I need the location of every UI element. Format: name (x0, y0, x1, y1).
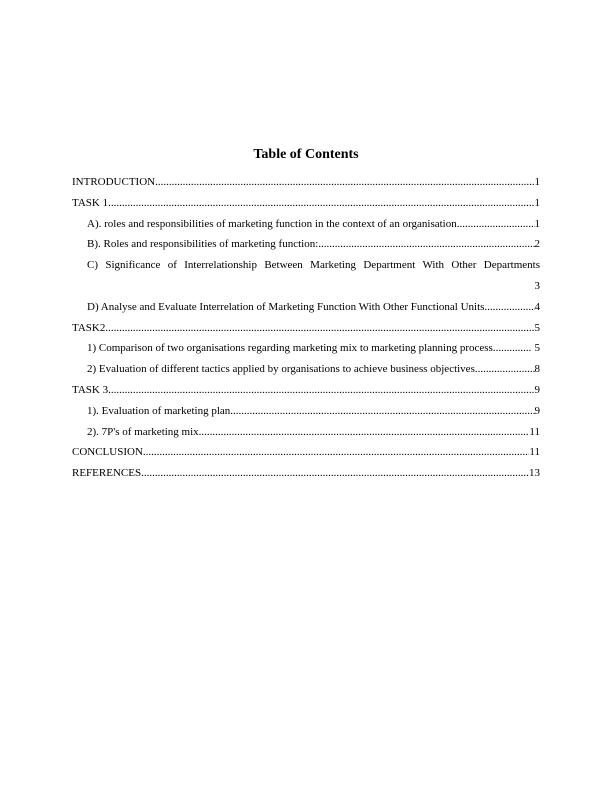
toc-entry-page: 5 (534, 342, 540, 355)
toc-entry-text: C) Significance of Interrelationship Between Marketing Department With Other Departments (87, 259, 540, 272)
toc-leader-dots (199, 425, 530, 439)
toc-entry-task-2-1[interactable] (72, 341, 540, 362)
toc-entry-task-1-a[interactable] (72, 217, 540, 238)
toc-leader-dots (105, 321, 534, 335)
toc-entry-page: 11 (529, 446, 540, 459)
toc-entry-text: 1) Comparison of two organisations regarding marketing mix to marketing planning process. (87, 342, 496, 355)
toc-entry-page: 3 (534, 279, 540, 292)
toc-leader-dots (143, 445, 530, 459)
toc-leader-dots (108, 383, 534, 397)
toc-leader-dots (484, 300, 534, 314)
toc-title: Table of Contents (253, 147, 359, 162)
toc-entry-page: 5 (534, 321, 540, 334)
toc-entry-page: 13 (529, 467, 540, 480)
toc-leader-dots (457, 217, 535, 231)
toc-entry-text: D) Analyse and Evaluate Interrelation of Marketing Function With Other Functional Units (87, 300, 485, 313)
toc-entry-page: 9 (534, 404, 540, 417)
toc-entry-text: TASK 3 (72, 383, 109, 396)
toc-entry-task-1-b[interactable] (72, 237, 540, 258)
toc-entry-text: 2). 7P's of marketing mix (87, 425, 199, 438)
toc-entry-task-3-1[interactable] (72, 404, 540, 425)
toc-leader-dots (318, 237, 534, 251)
toc-entry-text: REFERENCES (72, 467, 142, 480)
toc-leader-dots (230, 404, 534, 418)
toc-entry-page: 8 (534, 363, 540, 376)
toc-leader-dots (108, 196, 534, 210)
toc-entry-task-3[interactable] (72, 383, 540, 404)
toc-entry-text: 2) Evaluation of different tactics applied by organisations to achieve business objectives (87, 363, 475, 376)
toc-entry-text: CONCLUSION (72, 446, 143, 459)
toc-leader-dots (141, 466, 529, 480)
toc-entry-page: 9 (534, 383, 540, 396)
toc-entry-page: 2 (534, 238, 540, 251)
toc-entry-page: 4 (534, 300, 540, 313)
toc-entry-task-1-c[interactable] (72, 258, 540, 300)
table-of-contents (72, 175, 540, 487)
toc-leader-dots (475, 362, 535, 376)
toc-entry-references[interactable] (72, 466, 540, 487)
toc-leader-dots (155, 175, 534, 189)
toc-entry-text: A). roles and responsibilities of marketing function in the context of an organisation (87, 217, 457, 230)
toc-entry-task-2-2[interactable] (72, 362, 540, 383)
toc-entry-continuation (87, 279, 540, 300)
toc-entry-introduction[interactable] (72, 175, 540, 196)
toc-entry-text: TASK 1 (72, 196, 109, 209)
toc-entry-text: TASK2 (72, 321, 106, 334)
toc-entry-text: INTRODUCTION (72, 176, 156, 188)
toc-entry-page: 1 (534, 176, 540, 188)
toc-entry-page: 1 (534, 196, 540, 209)
toc-entry-task-1[interactable] (72, 196, 540, 217)
toc-entry-task-2[interactable] (72, 321, 540, 342)
toc-entry-text: 1). Evaluation of marketing plan (87, 404, 231, 417)
toc-entry-task-1-d[interactable] (72, 300, 540, 321)
toc-entry-task-3-2[interactable] (72, 425, 540, 446)
toc-leader-dots (496, 341, 532, 355)
toc-entry-page: 11 (529, 425, 540, 438)
toc-entry-text: B). Roles and responsibilities of marketing function: (87, 238, 319, 251)
toc-entry-conclusion[interactable] (72, 445, 540, 466)
toc-entry-page: 1 (534, 217, 540, 230)
